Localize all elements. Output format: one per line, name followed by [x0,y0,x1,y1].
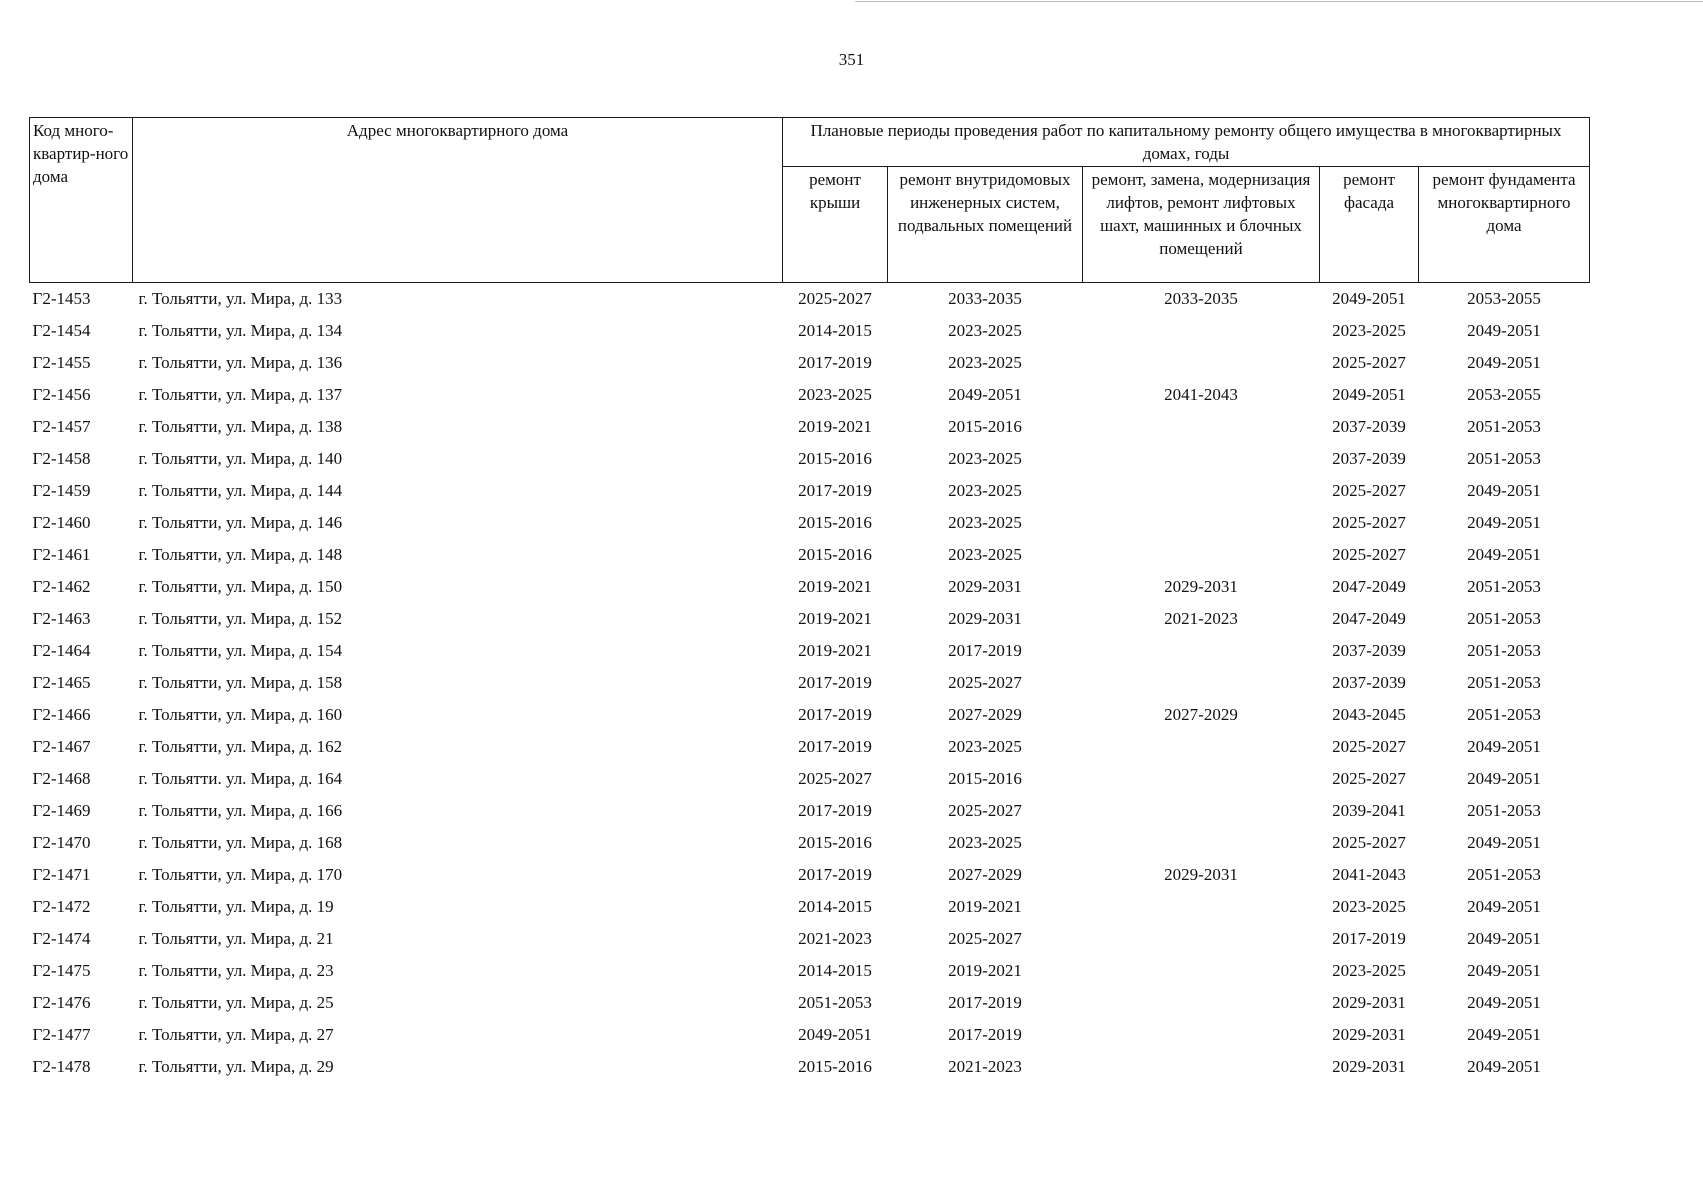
row-elevators-period [1083,763,1320,795]
row-address: г. Тольятти, ул. Мира, д. 19 [138,897,334,916]
row-roof-period: 2015-2016 [798,513,872,532]
header-facade: ремонт фасада [1320,167,1419,283]
row-facade-period: 2049-2051 [1332,289,1406,308]
table-row [30,603,1590,635]
row-code: Г2-1477 [32,1025,91,1044]
row-foundation-period: 2051-2053 [1467,865,1541,884]
row-foundation-period: 2049-2051 [1467,737,1541,756]
row-engineering-period: 2019-2021 [948,961,1022,980]
row-facade-period: 2037-2039 [1332,641,1406,660]
row-engineering-period: 2019-2021 [948,897,1022,916]
row-code: Г2-1454 [32,321,91,340]
row-engineering-period: 2015-2016 [948,769,1022,788]
row-code: Г2-1465 [32,673,91,692]
row-roof-period: 2017-2019 [798,705,872,724]
row-roof-period: 2019-2021 [798,641,872,660]
row-engineering-period: 2017-2019 [948,1025,1022,1044]
row-engineering-period: 2049-2051 [948,385,1022,404]
row-elevators-period [1083,955,1320,987]
table-row [30,315,1590,347]
row-foundation-period: 2051-2053 [1467,641,1541,660]
row-address: г. Тольятти, ул. Мира, д. 150 [138,577,343,596]
row-engineering-period: 2025-2027 [948,929,1022,948]
row-roof-period: 2021-2023 [798,929,872,948]
row-foundation-period: 2049-2051 [1467,929,1541,948]
row-code: Г2-1462 [32,577,91,596]
row-elevators-period: 2027-2029 [1164,705,1238,724]
row-foundation-period: 2051-2053 [1467,609,1541,628]
row-facade-period: 2025-2027 [1332,513,1406,532]
table-row [30,539,1590,571]
row-engineering-period: 2023-2025 [948,513,1022,532]
row-foundation-period: 2049-2051 [1467,961,1541,980]
row-facade-period: 2037-2039 [1332,417,1406,436]
row-facade-period: 2029-2031 [1332,993,1406,1012]
table-row [30,347,1590,379]
row-facade-period: 2039-2041 [1332,801,1406,820]
row-code: Г2-1464 [32,641,91,660]
row-address: г. Тольятти, ул. Мира, д. 144 [138,481,343,500]
row-address: г. Тольятти, ул. Мира, д. 29 [138,1057,334,1076]
row-foundation-period: 2049-2051 [1467,481,1541,500]
table-row [30,859,1590,891]
row-address: г. Тольятти, ул. Мира, д. 160 [138,705,343,724]
row-roof-period: 2017-2019 [798,801,872,820]
row-roof-period: 2014-2015 [798,321,872,340]
row-facade-period: 2029-2031 [1332,1025,1406,1044]
row-facade-period: 2025-2027 [1332,481,1406,500]
row-roof-period: 2019-2021 [798,609,872,628]
row-elevators-period: 2033-2035 [1164,289,1238,308]
row-address: г. Тольятти, ул. Мира, д. 140 [138,449,343,468]
header-roof: ремонт крыши [783,167,888,283]
row-code: Г2-1472 [32,897,91,916]
row-code: Г2-1457 [32,417,91,436]
row-elevators-period [1083,1019,1320,1051]
row-address: г. Тольятти, ул. Мира, д. 133 [138,289,343,308]
row-facade-period: 2025-2027 [1332,353,1406,372]
table-row [30,763,1590,795]
row-facade-period: 2025-2027 [1332,737,1406,756]
table-row [30,635,1590,667]
row-elevators-period [1083,795,1320,827]
row-code: Г2-1467 [32,737,91,756]
table-row [30,891,1590,923]
row-facade-period: 2023-2025 [1332,961,1406,980]
scan-top-rule [855,1,1703,2]
table-body [30,283,1590,1084]
row-code: Г2-1468 [32,769,91,788]
table-row [30,699,1590,731]
row-roof-period: 2025-2027 [798,769,872,788]
row-address: г. Тольятти, ул. Мира, д. 166 [138,801,343,820]
table-row [30,411,1590,443]
table-row [30,667,1590,699]
row-address: г. Тольятти, ул. Мира, д. 168 [138,833,343,852]
row-foundation-period: 2049-2051 [1467,993,1541,1012]
row-code: Г2-1458 [32,449,91,468]
row-engineering-period: 2023-2025 [948,545,1022,564]
table-row [30,955,1590,987]
row-roof-period: 2014-2015 [798,961,872,980]
row-engineering-period: 2029-2031 [948,577,1022,596]
row-roof-period: 2014-2015 [798,897,872,916]
row-facade-period: 2025-2027 [1332,769,1406,788]
row-roof-period: 2015-2016 [798,833,872,852]
row-foundation-period: 2049-2051 [1467,1025,1541,1044]
row-engineering-period: 2017-2019 [948,993,1022,1012]
row-elevators-period [1083,987,1320,1019]
header-address: Адрес многоквартирного дома [133,118,783,283]
row-roof-period: 2017-2019 [798,481,872,500]
row-elevators-period: 2029-2031 [1164,865,1238,884]
row-address: г. Тольятти, ул. Мира, д. 154 [138,641,343,660]
row-code: Г2-1463 [32,609,91,628]
row-facade-period: 2037-2039 [1332,449,1406,468]
table-row [30,1051,1590,1083]
header-engineering: ремонт внутридомовых инженерных систем, подвальных помещений [888,167,1083,283]
row-address: г. Тольятти, ул. Мира, д. 146 [138,513,343,532]
row-foundation-period: 2049-2051 [1467,353,1541,372]
row-code: Г2-1456 [32,385,91,404]
row-code: Г2-1471 [32,865,91,884]
row-facade-period: 2043-2045 [1332,705,1406,724]
row-facade-period: 2025-2027 [1332,833,1406,852]
row-code: Г2-1469 [32,801,91,820]
row-roof-period: 2051-2053 [798,993,872,1012]
table-row [30,443,1590,475]
row-elevators-period [1083,667,1320,699]
row-engineering-period: 2023-2025 [948,321,1022,340]
row-foundation-period: 2049-2051 [1467,545,1541,564]
row-engineering-period: 2029-2031 [948,609,1022,628]
row-foundation-period: 2051-2053 [1467,449,1541,468]
row-elevators-period [1083,731,1320,763]
row-facade-period: 2041-2043 [1332,865,1406,884]
row-facade-period: 2025-2027 [1332,545,1406,564]
row-address: г. Тольятти, ул. Мира, д. 152 [138,609,343,628]
row-facade-period: 2049-2051 [1332,385,1406,404]
row-elevators-period [1083,507,1320,539]
table-row [30,571,1590,603]
table-row [30,507,1590,539]
row-roof-period: 2025-2027 [798,289,872,308]
row-roof-period: 2049-2051 [798,1025,872,1044]
table-row [30,731,1590,763]
row-roof-period: 2015-2016 [798,1057,872,1076]
row-engineering-period: 2017-2019 [948,641,1022,660]
row-engineering-period: 2023-2025 [948,353,1022,372]
row-elevators-period [1083,315,1320,347]
row-foundation-period: 2051-2053 [1467,705,1541,724]
row-engineering-period: 2027-2029 [948,705,1022,724]
row-roof-period: 2015-2016 [798,449,872,468]
row-elevators-period: 2041-2043 [1164,385,1238,404]
row-facade-period: 2047-2049 [1332,609,1406,628]
row-elevators-period [1083,827,1320,859]
page-number: 351 [838,50,865,69]
row-elevators-period [1083,635,1320,667]
row-engineering-period: 2023-2025 [948,833,1022,852]
row-roof-period: 2017-2019 [798,353,872,372]
row-engineering-period: 2023-2025 [948,481,1022,500]
row-code: Г2-1459 [32,481,91,500]
row-roof-period: 2019-2021 [798,417,872,436]
header-planned-periods: Плановые периоды проведения работ по капитальному ремонту общего имущества в многоквартирных домах, годы [783,118,1590,167]
row-engineering-period: 2027-2029 [948,865,1022,884]
row-facade-period: 2017-2019 [1332,929,1406,948]
row-engineering-period: 2023-2025 [948,449,1022,468]
table-row [30,1019,1590,1051]
table-row [30,379,1590,411]
row-elevators-period [1083,347,1320,379]
header-foundation: ремонт фундамента многоквартирного дома [1419,167,1590,283]
row-foundation-period: 2049-2051 [1467,833,1541,852]
row-code: Г2-1466 [32,705,91,724]
row-engineering-period: 2025-2027 [948,801,1022,820]
row-code: Г2-1478 [32,1057,91,1076]
row-foundation-period: 2051-2053 [1467,577,1541,596]
row-facade-period: 2023-2025 [1332,897,1406,916]
row-address: г. Тольятти, ул. Мира, д. 134 [138,321,343,340]
row-engineering-period: 2015-2016 [948,417,1022,436]
row-foundation-period: 2049-2051 [1467,897,1541,916]
row-foundation-period: 2049-2051 [1467,321,1541,340]
row-elevators-period [1083,443,1320,475]
row-address: г. Тольятти, ул. Мира, д. 137 [138,385,343,404]
table-row [30,987,1590,1019]
row-address: г. Тольятти, ул. Мира, д. 21 [138,929,334,948]
row-elevators-period: 2021-2023 [1164,609,1238,628]
row-elevators-period: 2029-2031 [1164,577,1238,596]
row-engineering-period: 2021-2023 [948,1057,1022,1076]
row-code: Г2-1470 [32,833,91,852]
row-engineering-period: 2033-2035 [948,289,1022,308]
row-address: г. Тольятти, ул. Мира, д. 148 [138,545,343,564]
row-facade-period: 2037-2039 [1332,673,1406,692]
row-address: г. Тольятти, ул. Мира, д. 23 [138,961,334,980]
row-roof-period: 2023-2025 [798,385,872,404]
table-row [30,827,1590,859]
row-address: г. Тольятти, ул. Мира, д. 138 [138,417,343,436]
row-elevators-period [1083,411,1320,443]
row-elevators-period [1083,891,1320,923]
row-roof-period: 2017-2019 [798,865,872,884]
row-code: Г2-1476 [32,993,91,1012]
row-engineering-period: 2025-2027 [948,673,1022,692]
table-row [30,795,1590,827]
row-facade-period: 2029-2031 [1332,1057,1406,1076]
repair-schedule-table [29,117,1590,1083]
header-elevators: ремонт, замена, модернизация лифтов, ремонт лифтовых шахт, машинных и блочных помещений [1083,167,1320,283]
row-code: Г2-1474 [32,929,91,948]
row-elevators-period [1083,1051,1320,1083]
row-foundation-period: 2049-2051 [1467,513,1541,532]
row-foundation-period: 2049-2051 [1467,1057,1541,1076]
row-elevators-period [1083,539,1320,571]
row-roof-period: 2019-2021 [798,577,872,596]
row-elevators-period [1083,923,1320,955]
row-code: Г2-1461 [32,545,91,564]
row-address: г. Тольятти, ул. Мира, д. 136 [138,353,343,372]
row-roof-period: 2015-2016 [798,545,872,564]
row-foundation-period: 2053-2055 [1467,385,1541,404]
row-foundation-period: 2049-2051 [1467,769,1541,788]
header-code: Код много-квартир-ного дома [30,118,133,283]
row-roof-period: 2017-2019 [798,673,872,692]
row-engineering-period: 2023-2025 [948,737,1022,756]
table-row [30,283,1590,316]
row-foundation-period: 2051-2053 [1467,673,1541,692]
row-address: г. Тольятти, ул. Мира, д. 170 [138,865,343,884]
row-code: Г2-1453 [32,289,91,308]
row-address: г. Тольятти, ул. Мира, д. 25 [138,993,334,1012]
table-row [30,475,1590,507]
table-row [30,923,1590,955]
row-address: г. Тольятти, ул. Мира, д. 158 [138,673,343,692]
row-elevators-period [1083,475,1320,507]
row-foundation-period: 2051-2053 [1467,417,1541,436]
row-code: Г2-1460 [32,513,91,532]
row-address: г. Тольятти, ул. Мира, д. 27 [138,1025,334,1044]
row-facade-period: 2023-2025 [1332,321,1406,340]
row-address: г. Тольятти. ул. Мира, д. 164 [138,769,343,788]
row-code: Г2-1455 [32,353,91,372]
row-roof-period: 2017-2019 [798,737,872,756]
row-address: г. Тольятти, ул. Мира, д. 162 [138,737,343,756]
row-foundation-period: 2051-2053 [1467,801,1541,820]
row-foundation-period: 2053-2055 [1467,289,1541,308]
row-code: Г2-1475 [32,961,91,980]
table-header [30,118,1590,283]
row-facade-period: 2047-2049 [1332,577,1406,596]
